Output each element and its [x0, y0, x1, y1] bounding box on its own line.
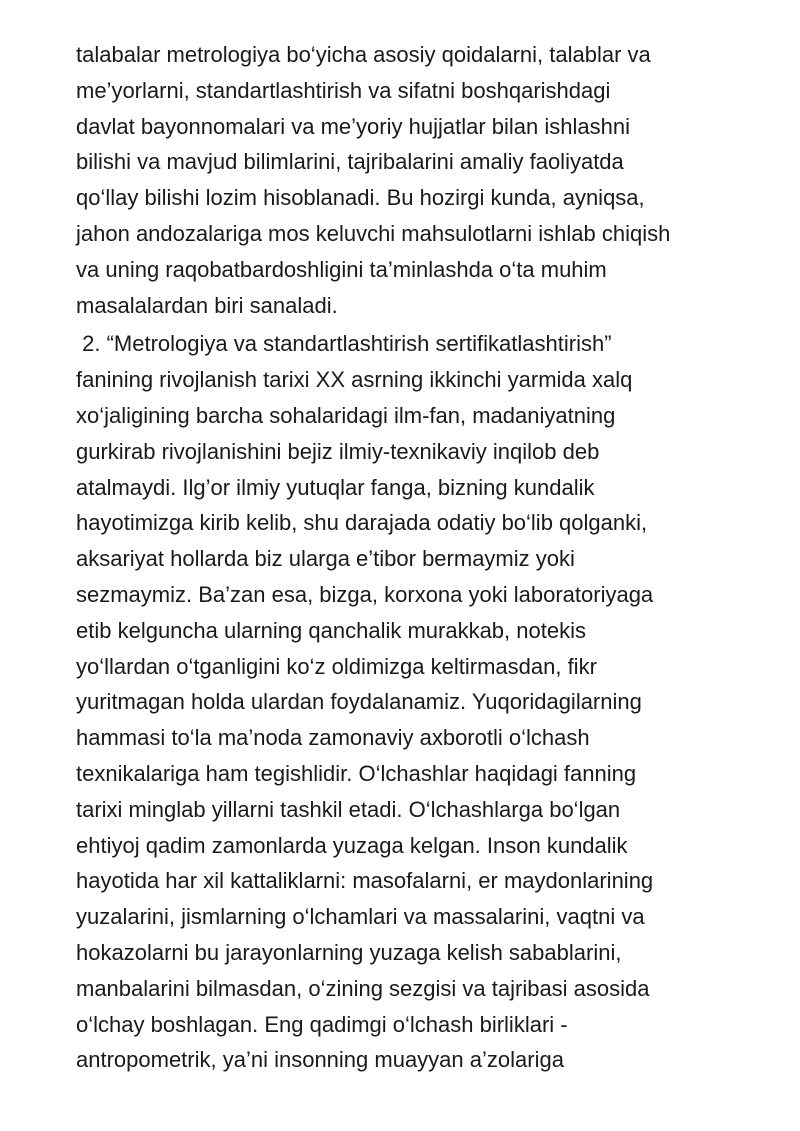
- paragraph-2: [76, 326, 756, 1078]
- text-line: masalalardan biri sanaladi.: [76, 292, 338, 318]
- text-line: antropometrik, ya’ni insonning muayyan a’zolariga: [76, 1047, 564, 1073]
- text-line: bilishi va mavjud bilimlarini, tajribalarini amaliy faoliyatda: [76, 149, 624, 175]
- paragraph-1: [76, 37, 756, 323]
- text-line: me’yorlarni, standartlashtirish va sifatni boshqarishdagi: [76, 77, 611, 103]
- text-line: hayotida har xil kattaliklarni: masofalarni, er maydonlarining: [76, 868, 654, 894]
- text-line: talabalar metrologiya bo‘yicha asosiy qoidalarni, talablar va: [76, 42, 651, 67]
- text-line: va uning raqobatbardoshligini ta’minlashda o‘ta muhim: [76, 256, 607, 282]
- text-line: tarixi minglab yillarni tashkil etadi. O‘lchashlarga bo‘lgan: [76, 796, 621, 822]
- text-line: atalmaydi. Ilg’or ilmiy yutuqlar fanga, bizning kundalik: [76, 474, 595, 500]
- text-line: sezmaymiz. Ba’zan esa, bizga, korxona yoki laboratoriyaga: [76, 581, 654, 607]
- document-body: [76, 37, 756, 1078]
- text-line: ehtiyoj qadim zamonlarda yuzaga kelgan. Inson kundalik: [76, 832, 628, 858]
- text-line: aksariyat hollarda biz ularga e’tibor bermaymiz yoki: [76, 546, 575, 572]
- text-line: manbalarini bilmasdan, o‘zining sezgisi va tajribasi asosida: [76, 975, 650, 1001]
- text-line: o‘lchay boshlagan. Eng qadimgi o‘lchash birliklari -: [76, 1011, 568, 1037]
- text-line: etib kelguncha ularning qanchalik murakkab, notekis: [76, 617, 586, 643]
- text-line: xo‘jaligining barcha sohalaridagi ilm-fan, madaniyatning: [76, 402, 616, 428]
- text-line: hammasi to‘la ma’noda zamonaviy axborotli o‘lchash: [76, 725, 590, 751]
- text-line: texnikalariga ham tegishlidir. O‘lchashlar haqidagi fanning: [76, 760, 637, 786]
- text-line: jahon andozalariga mos keluvchi mahsulotlarni ishlab chiqish: [76, 220, 671, 246]
- text-line: yo‘llardan o‘tganligini ko‘z oldimizga keltirmasdan, fikr: [76, 653, 597, 679]
- text-line: yuzalarini, jismlarning o‘lchamlari va massalarini, vaqtni va: [76, 904, 645, 930]
- text-line: davlat bayonnomalari va me’yoriy hujjatlar bilan ishlashni: [76, 113, 630, 139]
- text-line: hokazolarni bu jarayonlarning yuzaga kelish sabablarini,: [76, 939, 622, 965]
- text-line: gurkirab rivojlanishini bejiz ilmiy-texnikaviy inqilob deb: [76, 438, 600, 464]
- text-line: 2. “Metrologiya va standartlashtirish sertifikatlashtirish”: [76, 331, 612, 357]
- text-line: fanining rivojlanish tarixi XX asrning ikkinchi yarmida xalq: [76, 367, 633, 393]
- text-line: yuritmagan holda ulardan foydalanamiz. Yuqoridagilarning: [76, 689, 642, 715]
- text-line: qo‘llay bilishi lozim hisoblanadi. Bu hozirgi kunda, ayniqsa,: [76, 185, 645, 211]
- text-line: hayotimizga kirib kelib, shu darajada odatiy bo‘lib qolganki,: [76, 510, 648, 536]
